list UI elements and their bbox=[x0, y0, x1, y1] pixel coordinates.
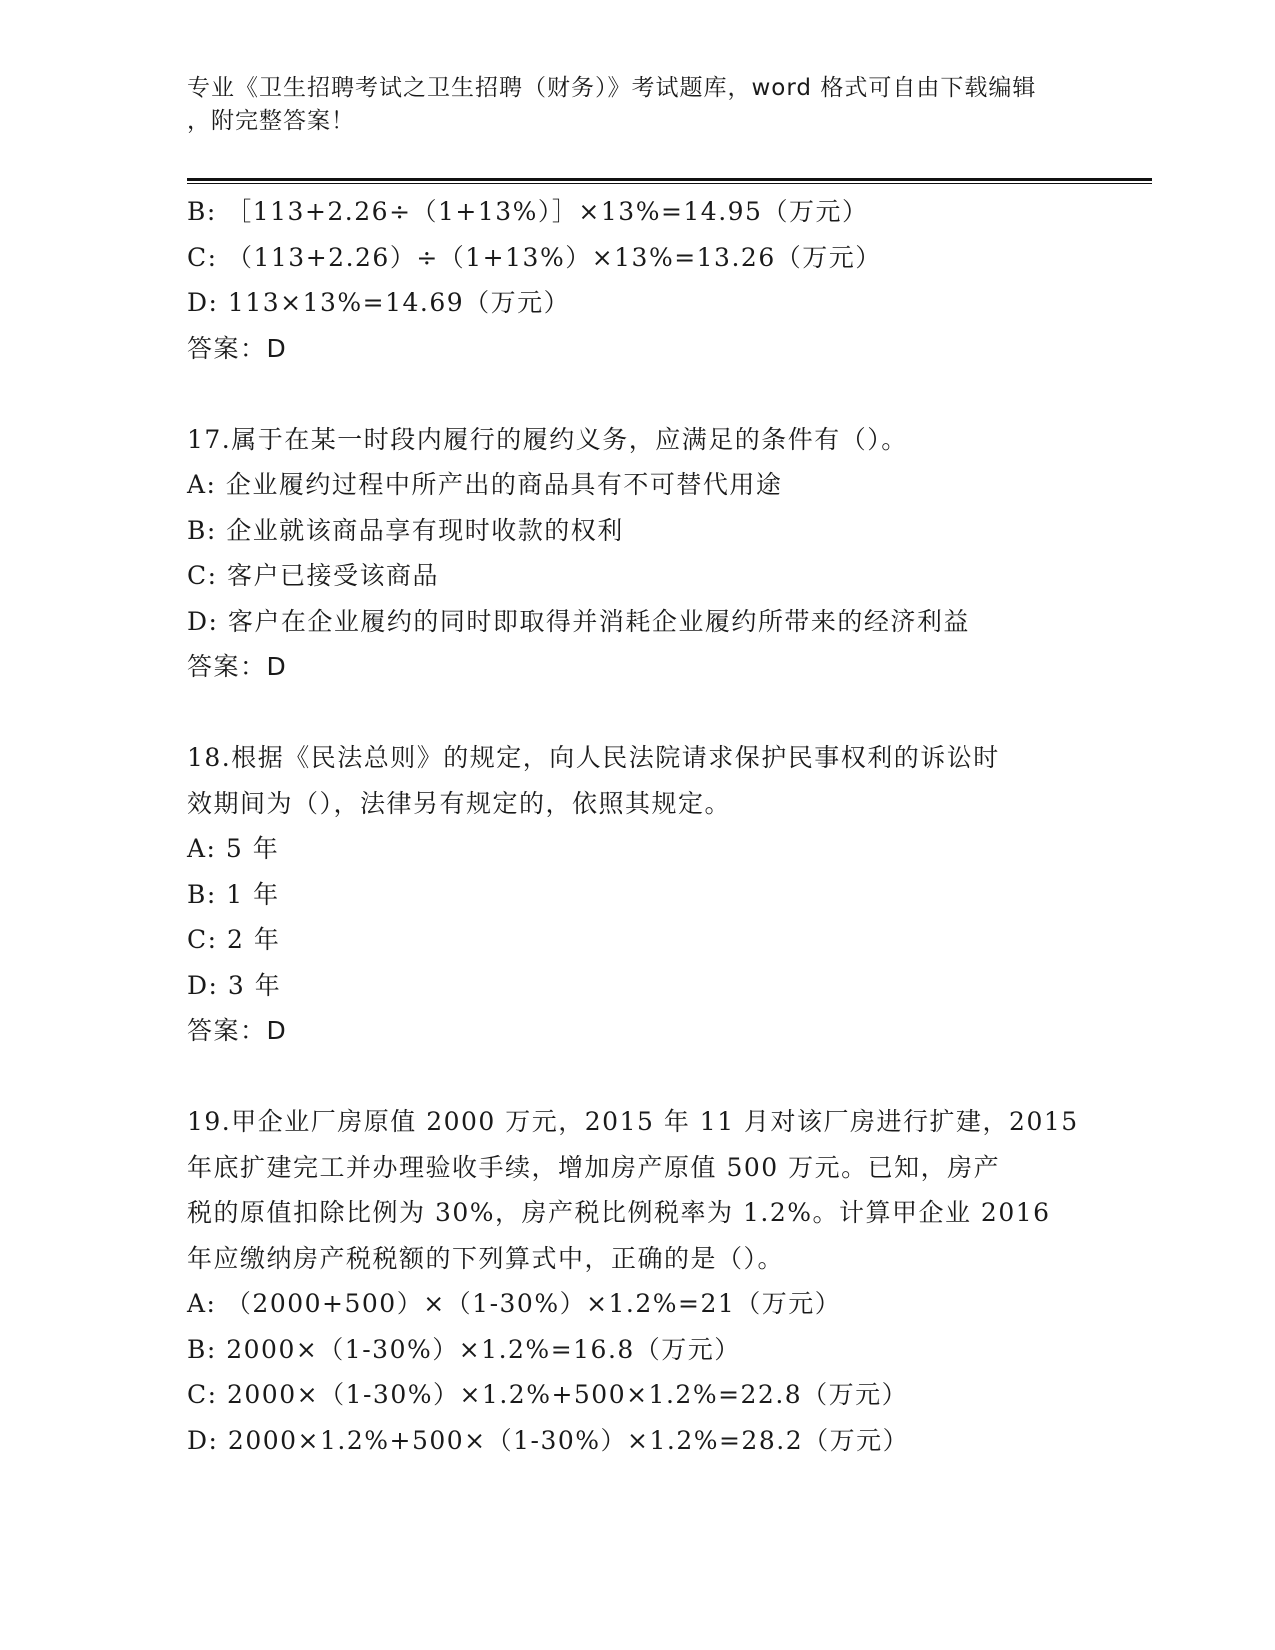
q17-option-a: A: 企业履约过程中所产出的商品具有不可替代用途 bbox=[187, 470, 783, 499]
q19-stem-line-4: 年应缴纳房产税税额的下列算式中，正确的是（）。 bbox=[187, 1243, 785, 1273]
header-rule-thin bbox=[187, 183, 1152, 184]
q19-option-a: A: （2000+500）×（1-30%）×1.2%=21（万元） bbox=[187, 1289, 842, 1318]
document-header bbox=[187, 72, 1067, 138]
q18-option-d: D: 3 年 bbox=[187, 970, 282, 1000]
q19-option-d: D: 2000×1.2%+500×（1-30%）×1.2%=28.2（万元） bbox=[187, 1425, 910, 1455]
question-17 bbox=[187, 417, 1087, 690]
q17-option-c: C: 客户已接受该商品 bbox=[187, 561, 439, 590]
header-rule-thick bbox=[187, 178, 1152, 181]
q18-answer: 答案：D bbox=[187, 1016, 288, 1045]
q18-stem-line-2: 效期间为（），法律另有规定的，依照其规定。 bbox=[187, 788, 732, 818]
question-18 bbox=[187, 735, 1087, 1054]
q19-stem-line-2: 年底扩建完工并办理验收手续，增加房产原值 500 万元。已知，房产 bbox=[187, 1152, 1001, 1182]
q18-option-c: C: 2 年 bbox=[187, 925, 281, 954]
header-line-1: 专业《卫生招聘考试之卫生招聘（财务）》考试题库，word 格式可自由下载编辑 bbox=[187, 75, 1037, 101]
q18-option-b: B: 1 年 bbox=[187, 879, 280, 909]
spacer bbox=[187, 371, 1087, 417]
q16-answer: 答案：D bbox=[187, 333, 288, 363]
q19-option-b: B: 2000×（1-30%）×1.2%=16.8（万元） bbox=[187, 1334, 741, 1364]
question-19 bbox=[187, 1099, 1087, 1463]
question-16 bbox=[187, 189, 1087, 371]
q16-option-c: C: （113+2.26）÷（1+13%）×13%=13.26（万元） bbox=[187, 242, 882, 272]
q18-stem-line-1: 18.根据《民法总则》的规定，向人民法院请求保护民事权利的诉讼时 bbox=[187, 743, 1000, 772]
spacer bbox=[187, 1054, 1087, 1100]
q18-option-a: A: 5 年 bbox=[187, 834, 280, 863]
q19-option-c: C: 2000×（1-30%）×1.2%+500×1.2%=22.8（万元） bbox=[187, 1380, 909, 1409]
q17-option-b: B: 企业就该商品享有现时收款的权利 bbox=[187, 515, 624, 545]
q17-answer: 答案：D bbox=[187, 652, 288, 681]
q19-stem-line-3: 税的原值扣除比例为 30%，房产税比例税率为 1.2%。计算甲企业 2016 bbox=[187, 1198, 1051, 1227]
q16-option-b: B: ［113+2.26÷（1+13%）］×13%=14.95（万元） bbox=[187, 197, 869, 226]
header-line-2: ，附完整答案！ bbox=[187, 108, 355, 134]
question-content bbox=[187, 189, 1087, 1463]
q17-stem: 17.属于在某一时段内履行的履约义务，应满足的条件有（）。 bbox=[187, 424, 908, 454]
q17-option-d: D: 客户在企业履约的同时即取得并消耗企业履约所带来的经济利益 bbox=[187, 606, 970, 636]
q16-option-d: D: 113×13%=14.69（万元） bbox=[187, 288, 571, 317]
spacer bbox=[187, 690, 1087, 736]
q19-stem-line-1: 19.甲企业厂房原值 2000 万元，2015 年 11 月对该厂房进行扩建，2015 bbox=[187, 1107, 1079, 1136]
